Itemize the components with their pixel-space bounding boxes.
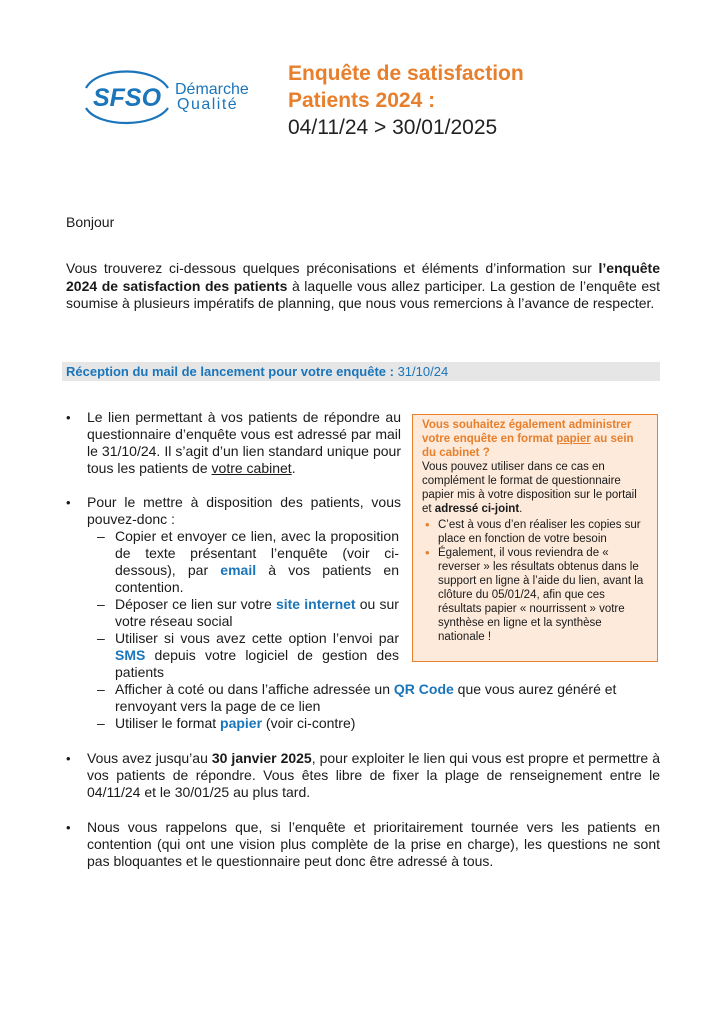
link-info-end: . [291,460,296,476]
option-paper-keyword: papier [220,715,263,731]
callout-item-results: • Également, il vous reviendra de « reverser » les résultats obtenus dans le support en ligne à l’aide du lien, avant la clôture du 05/01/24, afin que ces résultats papier « nourrissent » votre synthèse en ligne et la synthèse nationale ! [422,546,648,644]
option-qr-text: Afficher à coté ou dans l’affiche adressée un [115,681,394,697]
callout-attached: adressé ci-joint [434,503,520,515]
callout-heading [422,418,648,460]
deadline-text: Vous avez jusqu’au [87,750,212,766]
section-label: Réception du mail de lancement pour votre enquête : [66,364,394,379]
survey-dates: 04/11/24 > 30/01/2025 [288,116,498,139]
sfso-logo [78,64,258,134]
option-sms-keyword: SMS [115,647,146,663]
option-qr-end: que vous aurez généré et renvoyant vers la page de ce lien [115,681,617,714]
option-paper-end: (voir ci-contre) [262,715,356,731]
intro-text-2: à laquelle vous allez participer. La gestion de l’enquête est soumise à plusieurs impératifs de planning, que nous vous remercions à l’avance de respecter. [66,277,660,311]
section-date: 31/10/24 [393,364,449,379]
intro-text-1: Vous trouverez ci-dessous quelques préconisations et éléments d’information sur [66,260,599,276]
option-email [95,528,399,596]
intro-bold: l’enquête 2024 de satisfaction des patients [66,260,660,294]
callout-item-copies: • C’est à vous d’en réaliser les copies sur place en fonction de votre besoin [422,518,648,546]
callout-heading-paper: papier [556,433,591,445]
paper-format-callout [412,414,658,662]
callout-heading-text: Vous souhaitez également administrer votre enquête en format [422,419,632,445]
title-line-1: Enquête de satisfaction [288,62,524,85]
title-line-2: Patients 2024 : [288,89,436,112]
callout-list [422,518,648,644]
callout-text-end: . [519,503,523,515]
option-qr-keyword: QR Code [393,681,454,697]
logo-wordmark [175,82,249,112]
deadline-date: 30 janvier 2025 [211,750,312,766]
option-website-text: Déposer ce lien sur votre [115,596,276,612]
option-email-end: à vos patients en contention. [115,562,399,595]
option-sms-end: depuis votre logiciel de gestion des patients [115,647,399,680]
section-banner [62,362,660,381]
callout-heading-end: au sein du cabinet ? [422,433,634,459]
intro-paragraph [66,260,660,313]
option-qr-code [95,681,660,715]
option-sms-text: Utiliser si vous avez cette option l’envoi par [115,630,399,646]
callout-text: Vous pouvez utiliser dans ce cas en complément le format de questionnaire papier mis à votre disposition sur le portail et [422,461,637,515]
distribution-intro: • Pour le mettre à disposition des patients, vous pouvez-donc : [87,494,401,527]
option-website-end: ou sur votre réseau social [115,596,399,629]
option-website-keyword: site internet [275,596,356,612]
option-email-keyword: email [220,562,257,578]
logo-line-2: Qualité [177,96,239,113]
deadline-end: , pour exploiter le lien qui vous est propre et permettre à vos patients de répondre. Vous êtes libre de fixer la plage de renseignement entre le 04/11/24 et le 30/01/25 au plus tard. [87,750,660,800]
list-item-reminder: • Nous vous rappelons que, si l’enquête et prioritairement tournée vers les patients en contention (qui ont une vision plus complète de la prise en charge), les questions ne sont pas bloquantes et le questionnaire peut donc être adressé à tous. [66,819,660,870]
sfso-logo-icon [78,64,174,130]
list-item-deadline [66,750,660,801]
option-website [95,596,399,630]
logo-mark-text: SFSO [92,84,162,112]
cabinet-text: votre cabinet [211,460,292,476]
greeting: Bonjour [66,214,115,230]
option-sms [95,630,399,681]
option-paper-text: Utiliser le format [115,715,221,731]
option-email-text: Copier et envoyer ce lien, avec la proposition de texte présentant l’enquête (voir ci-dessous), par [115,528,399,578]
option-paper [95,715,660,732]
list-item-link-info [66,409,401,477]
document-header [288,60,524,142]
callout-paragraph [422,460,648,516]
link-info-text: Le lien permettant à vos patients de répondre au questionnaire d’enquête vous est adressé par mail le 31/10/24. Il s’agit d’un lien standard unique pour tous les patients de [87,409,401,476]
logo-line-1: Démarche [175,81,249,98]
